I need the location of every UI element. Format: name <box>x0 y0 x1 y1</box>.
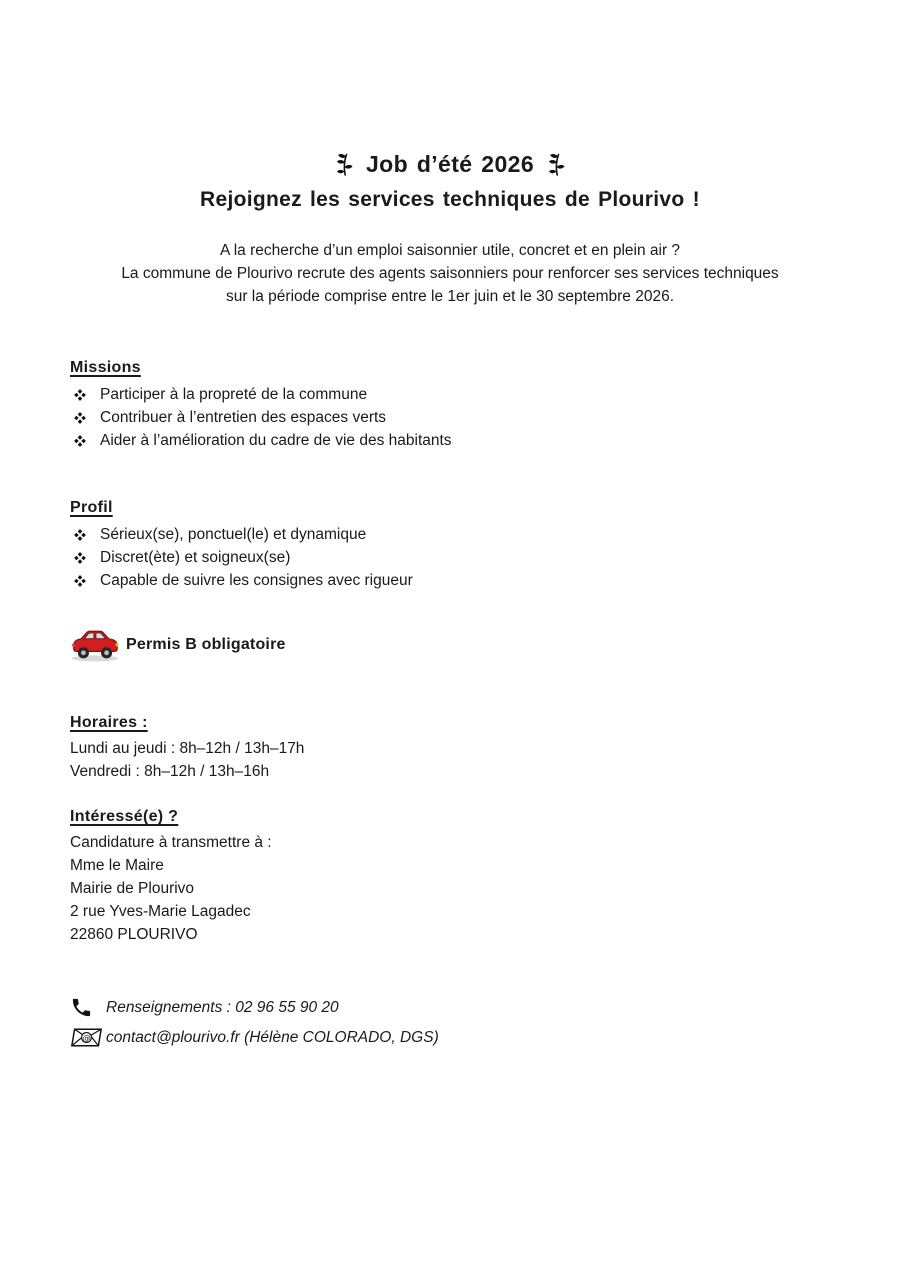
list-item <box>70 406 830 429</box>
phone-row <box>70 996 830 1019</box>
missions-list <box>70 383 830 452</box>
four-diamonds-bullet-icon <box>74 412 86 424</box>
address-line: 22860 PLOURIVO <box>70 926 198 943</box>
intro-paragraph <box>0 239 900 308</box>
missions-heading: Missions <box>70 359 141 376</box>
horaires-section <box>70 713 830 783</box>
phone-receiver-icon <box>70 996 106 1019</box>
horaires-heading: Horaires : <box>70 714 148 731</box>
header <box>0 0 900 214</box>
profil-list <box>70 523 830 592</box>
herb-sprig-icon <box>546 153 566 176</box>
list-item <box>70 523 830 546</box>
intro-line: sur la période comprise entre le 1er juin et le 30 septembre 2026. <box>225 288 675 305</box>
horaires-line: Lundi au jeudi : 8h–12h / 13h–17h <box>70 740 305 757</box>
address-line: Mairie de Plourivo <box>70 880 195 897</box>
permis-label: Permis B obligatoire <box>126 635 286 653</box>
four-diamonds-bullet-icon <box>74 389 86 401</box>
email-row <box>70 1026 830 1049</box>
herb-sprig-icon <box>334 153 354 176</box>
four-diamonds-bullet-icon <box>74 529 86 541</box>
four-diamonds-bullet-icon <box>74 575 86 587</box>
interesse-section <box>70 807 830 946</box>
address-line: Mme le Maire <box>70 857 164 874</box>
page-title-text: Job d’été 2026 <box>365 151 535 177</box>
red-car-icon <box>70 626 120 663</box>
email-line-text: contact@plourivo.fr (Hélène COLORADO, DGS) <box>106 1028 439 1046</box>
horaires-lines <box>70 737 830 783</box>
svg-text:@: @ <box>82 1032 91 1043</box>
address-line: Candidature à transmettre à : <box>70 834 272 851</box>
list-item-text: Capable de suivre les consignes avec rigueur <box>100 572 413 589</box>
envelope-at-icon <box>70 1026 106 1049</box>
four-diamonds-bullet-icon <box>74 552 86 564</box>
profil-section <box>70 498 830 592</box>
interesse-heading: Intéressé(e) ? <box>70 808 179 825</box>
missions-section <box>70 358 830 452</box>
list-item-text: Participer à la propreté de la commune <box>100 386 368 403</box>
list-item-text: Aider à l’amélioration du cadre de vie des habitants <box>100 432 452 449</box>
list-item-text: Contribuer à l’entretien des espaces verts <box>100 409 387 426</box>
list-item <box>70 383 830 406</box>
list-item <box>70 569 830 592</box>
list-item <box>70 429 830 452</box>
address-line: 2 rue Yves-Marie Lagadec <box>70 903 251 920</box>
list-item-text: Discret(ète) et soigneux(se) <box>100 549 291 566</box>
content-area <box>0 358 900 1049</box>
intro-line: La commune de Plourivo recrute des agents saisonniers pour renforcer ses services techniques <box>121 265 779 282</box>
list-item <box>70 546 830 569</box>
intro-line: A la recherche d’un emploi saisonnier utile, concret et en plein air ? <box>219 242 681 259</box>
list-item-text: Sérieux(se), ponctuel(le) et dynamique <box>100 526 367 543</box>
phone-line-text: Renseignements : 02 96 55 90 20 <box>106 998 339 1016</box>
address-lines <box>70 831 830 946</box>
page-subtitle: Rejoignez les services techniques de Plourivo ! <box>200 188 700 211</box>
permis-row <box>70 626 830 663</box>
four-diamonds-bullet-icon <box>74 435 86 447</box>
contact-block <box>70 996 830 1049</box>
horaires-line: Vendredi : 8h–12h / 13h–16h <box>70 763 270 780</box>
page-title <box>0 149 900 179</box>
profil-heading: Profil <box>70 499 113 516</box>
